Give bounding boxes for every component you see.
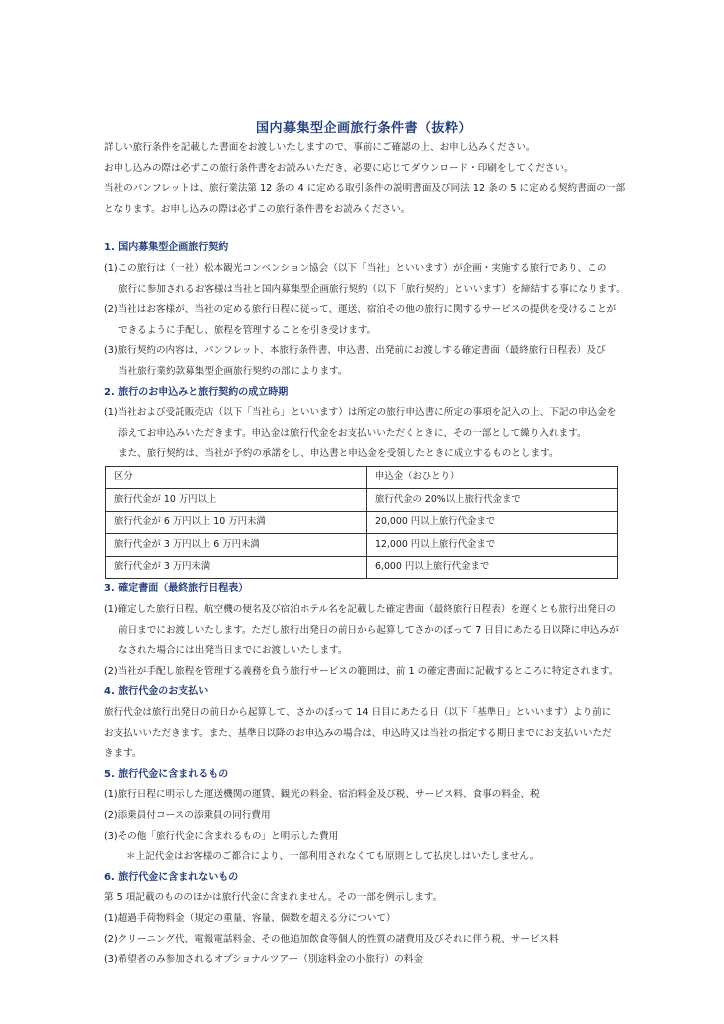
table-cell: 12,000 円以上旅行代金まで: [367, 534, 618, 557]
intro-line: 詳しい旅行条件を記載した書面をお渡しいたしますので、事前にご確認の上、お申し込みください。: [104, 142, 536, 153]
table-cell: 6,000 円以上旅行代金まで: [367, 556, 618, 579]
section-heading-2: 2. 旅行のお申込みと旅行契約の成立時期: [104, 386, 289, 398]
section-1-line: 当社旅行業約款募集型企画旅行契約の部によります。: [118, 365, 348, 377]
section-6-line: 第 5 項記載のもののほかは旅行代金に含まれません。その一部を例示します。: [104, 892, 443, 904]
section-3-line: (1)確定した旅行日程、航空機の便名及び宿泊ホテル名を記載した確定書面（最終旅行日程表）を遅くとも旅行出発日の: [104, 604, 616, 615]
table-header-cell: 申込金（おひとり）: [367, 466, 618, 489]
intro-text: [104, 138, 624, 220]
section-heading-4: 4. 旅行代金のお支払い: [104, 686, 209, 698]
section-4-line: 旅行代金は旅行出発日の前日から起算して、さかのぼって 14 日目にあたる日（以下「基準日」といいます）より前に: [104, 706, 612, 718]
section-5-line: (2)添乗員付コースの添乗員の同行費用: [104, 809, 271, 821]
table-cell: 旅行代金が 6 万円以上 10 万円未満: [106, 511, 367, 534]
table-cell: 旅行代金の 20%以上旅行代金まで: [367, 489, 618, 512]
intro-line: お申し込みの際は必ずこの旅行条件書をお読みいただき、必要に応じてダウンロード・印刷をしてください。: [104, 162, 574, 174]
section-6-line: (3)希望者のみ参加されるオプショナルツアー（別途料金の小旅行）の料金: [104, 954, 423, 966]
section-3-line: (2)当社が手配し旅程を管理する義務を負う旅行サービスの範囲は、前 1 の確定書面に記載するところに特定されます。: [104, 665, 619, 677]
deposit-table: [105, 466, 618, 580]
intro-line: 当社のパンフレットは、旅行業法第 12 条の 4 に定める取引条件の説明書面及び同法 12 条の 5 に定める契約書面の一部: [104, 183, 626, 195]
section-6-line: (2)クリーニング代、電報電話料金、その他追加飲食等個人的性質の諸費用及びそれに伴う税、サービス料: [104, 933, 559, 945]
section-5-line: (3)その他「旅行代金に含まれるもの」と明示した費用: [104, 830, 339, 842]
table-cell: 旅行代金が 10 万円以上: [106, 489, 367, 512]
table-header-cell: 区分: [106, 466, 367, 489]
section-1-line: 旅行に参加されるお客様は当社と国内募集型企画旅行契約（以下「旅行契約」といいます）を締結する事になります。: [118, 283, 626, 295]
section-1-line: できるように手配し、旅程を管理することを引き受けます。: [118, 324, 377, 336]
table-cell: 旅行代金が 3 万円未満: [106, 556, 367, 579]
table-row: [106, 556, 618, 579]
document-page: [104, 118, 624, 971]
table-cell: 20,000 円以上旅行代金まで: [367, 511, 618, 534]
table-cell: 旅行代金が 3 万円以上 6 万円未満: [106, 534, 367, 557]
table-header-row: [106, 466, 618, 489]
section-heading-3: 3. 確定書面（最終旅行日程表）: [104, 583, 249, 595]
table-row: [106, 534, 618, 557]
section-2-line: 添えてお申込みいただきます。申込金は旅行代金をお支払いいただくときに、その一部として繰り入れます。: [118, 427, 587, 439]
section-heading-1: 1. 国内募集型企画旅行契約: [104, 242, 229, 254]
section-5-line: (1)旅行日程に明示した運送機関の運賃、観光の料金、宿泊料金及び税、サービス料、食事の料金、税: [104, 789, 540, 801]
section-1-line: (3)旅行契約の内容は、パンフレット、本旅行条件書、申込書、出発前にお渡しする確定書面（最終旅行日程表）及び: [104, 345, 606, 357]
table-row: [106, 489, 618, 512]
section-2-line: (1)当社および受託販売店（以下「当社ら」といいます）は所定の旅行申込書に所定の事項を記入の上、下記の申込金を: [104, 407, 617, 419]
section-4-line: お支払いいただきます。また、基準日以降のお申込みの場合は、申込時又は当社の指定する期日までにお支払いいただ: [104, 727, 612, 739]
section-3-line: なされた場合には出発当日までにお渡しいたします。: [118, 645, 348, 657]
section-1-line: (1)この旅行は（一社）松本観光コンベンション協会（以下「当社」といいます）が企画・実施する旅行であり、この: [104, 262, 607, 274]
section-heading-5: 5. 旅行代金に含まれるもの: [104, 768, 229, 780]
section-2-line: また、旅行契約は、当社が予約の承諾をし、申込書と申込金を受領したときに成立するものとします。: [118, 448, 559, 460]
table-row: [106, 511, 618, 534]
intro-line: となります。お申し込みの際は必ずこの旅行条件書をお読みください。: [104, 203, 411, 215]
document-title: 国内募集型企画旅行条件書（抜粋）: [255, 121, 472, 136]
section-1-line: (2)当社はお客様が、当社の定める旅行日程に従って、運送、宿泊その他の旅行に関するサービスの提供を受けることが: [104, 304, 617, 316]
section-heading-6: 6. 旅行代金に含まれないもの: [104, 871, 239, 883]
section-3-line: 前日までにお渡しいたします。ただし旅行出発日の前日から起算してさかのぼって 7 日目にあたる日以降に申込みが: [118, 624, 619, 636]
section-6-line: (1)超過手荷物料金（規定の重量、容量、個数を超える分について）: [104, 912, 396, 924]
section-4-line: きます。: [104, 748, 142, 760]
section-5-note: ＊上記代金はお客様のご都合により、一部利用されなくても原則として払戻しはいたしません。: [126, 851, 540, 863]
